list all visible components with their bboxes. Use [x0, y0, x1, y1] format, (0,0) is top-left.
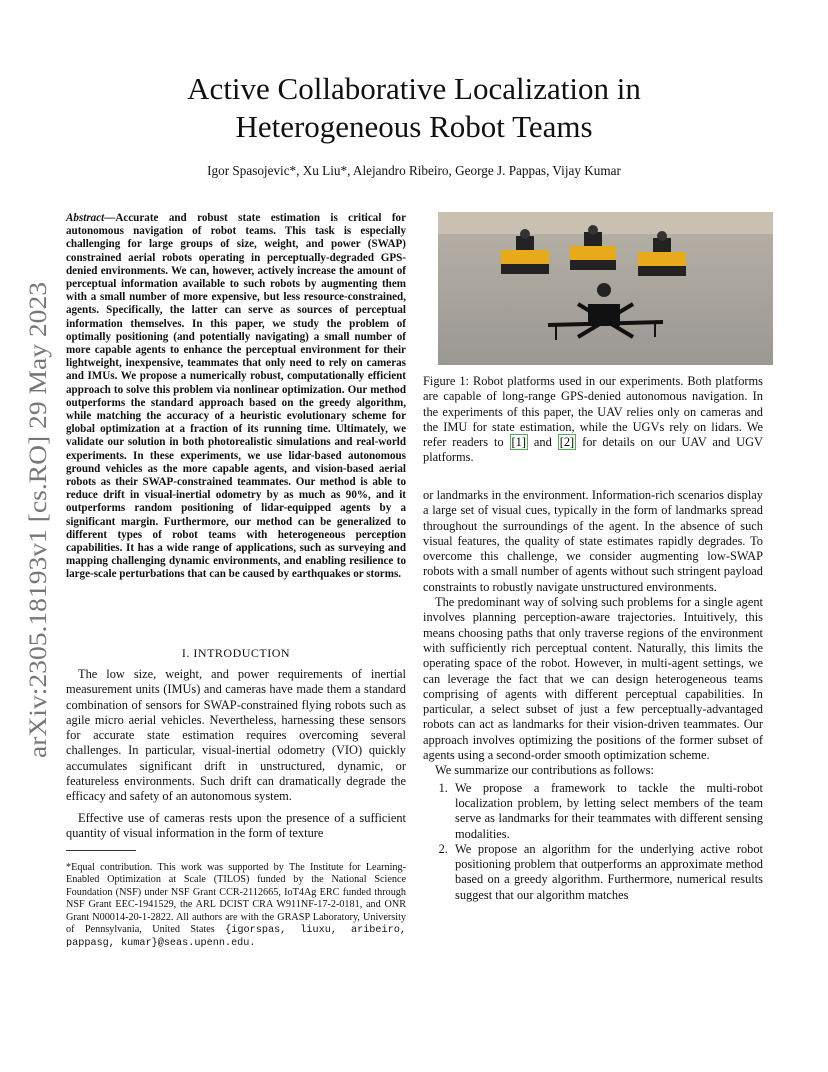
abstract-body: Accurate and robust state estimation is critical for autonomous navigation of robot teams. This task is especially challenging for large groups of size, weight, and power (SWAP) constrained aerial robots operating in perceptually-degraded GPS-denied environments. We can, however, actively increase the amount of perceptual information available to such robots by augmenting them with a small number of more expensive, but less resource-constrained, agents. Specifically, the latter can serve as sources of perceptual information themselves. In this paper, we study the problem of optimally positioning (and potentially navigating) a small number of more capable agents to enhance the perceptual environment for their lightweight, inexpensive, teammates that only need to rely on cameras and IMUs. We propose a numerically robust, computationally efficient approach to solve this problem via nonlinear optimization. Our method outperforms the standard approach based on the greedy algorithm, while matching the accuracy of a heuristic evolutionary scheme for global optimization at a fraction of its running time. Ultimately, we validate our solution in both photorealistic simulations and real-world experiments. In these experiments, we use lidar-based autonomous ground vehicles as the more capable agents, and vision-based aerial robots as their SWAP-constrained teammates. Our method is able to reduce drift in visual-inertial odometry by as much as 90%, and it outperforms random positioning of lidar-equipped agents by a significant margin. Furthermore, our method can be generalized to different types of robot teams with heterogeneous perception capabilities. It has a wide range of applications, such as surveying and mapping challenging dynamic environments, and enabling resilience to large-scale perturbations that can be caused by earthquakes or storms. — [66, 212, 406, 581]
caption-text: Figure 1: Robot platforms used in our experiments. Both platforms are capable of long-range GPS-denied autonomous navigation. In the experiments of this paper, the UAV relies only on cameras and the IMU for state estimation, while the UGVs rely on lidars. We refer readers to — [423, 374, 763, 450]
body-paragraph: We summarize our contributions as follows: — [435, 763, 654, 778]
footnote — [66, 862, 406, 951]
section-heading-introduction: I. INTRODUCTION — [181, 646, 291, 660]
figure-caption — [423, 374, 763, 466]
list-item: 2. We propose an algorithm for the underlying active robot positioning problem that outperforms an approximate method based on a greedy algorithm. Furthermore, numerical results suggest that our algorithm matches — [451, 842, 763, 903]
intro-paragraph: The low size, weight, and power requirements of inertial measurement units (IMUs) and cameras have made them a standard combination of sensors for SWAP-constrained flying robots such as agile micro aerial vehicles. Nevertheless, harnessing these sensors for accurate state estimation requires overcoming several challenges. In particular, visual-inertial odometry (VIO) quickly accumulates significant drift in unstructured, dynamic, or featureless environments. Such drift can dramatically degrade the efficacy and safety of an autonomous system. — [66, 667, 406, 804]
right-column-text — [423, 488, 763, 903]
citation-link-1[interactable]: [1] — [511, 435, 526, 450]
footnote-text: *Equal contribution. This work was supported by The Institute for Learning-Enabled Optimization at Scale (TILOS) funded by the National Science Foundation (NSF) under NSF Grant CCR-2112665, IoT4Ag ERC funded through NSF Grant EEC-1941529, the ARL DCIST CRA W911NF-17-2-0181, and ONR Grant N00014-20-1-2822. All authors are with the GRASP Laboratory, University of Pennsylvania, United States — [66, 862, 406, 936]
introduction-text — [66, 667, 406, 841]
caption-text: for details on our UAV and UGV platforms. — [423, 435, 764, 465]
intro-paragraph: Effective use of cameras rests upon the presence of a sufficient quantity of visual information in the form of texture — [66, 810, 406, 840]
abstract — [66, 212, 406, 582]
body-paragraph: The predominant way of solving such problems for a single agent involves planning perception-aware trajectories. Intuitively, this means choosing paths that only traverse regions of the environment with sufficiently rich perceptual content. Naturally, this limits the operating space of the robot. However, in multi-agent settings, we can leverage the fact that we can design heterogeneous teams comprising of agents with different perceptual capabilities. In particular, a select subset of just a few perceptually-advantaged robots can act as landmarks for their vision-driven teammates. Our approach involves optimizing the positions of the former subset of agents using a second-order smooth optimization scheme. — [423, 595, 763, 763]
arxiv-id-text: arXiv:2305.18193v1 [cs.RO] 29 May 2023 — [25, 326, 52, 758]
caption-text: and — [527, 435, 558, 450]
arxiv-identifier — [12, 280, 58, 760]
author-list: Igor Spasojevic*, Xu Liu*, Alejandro Ribeiro, George J. Pappas, Vijay Kumar — [207, 163, 621, 178]
robot-platforms-photo — [438, 212, 773, 365]
abstract-label: Abstract— — [66, 212, 116, 224]
body-paragraph: or landmarks in the environment. Information-rich scenarios display a large set of visual cues, typically in the form of landmarks spread throughout the surroundings of the agent. In the absence of such visual features, the quality of state estimates rapidly degrades. To overcome this challenge, we consider augmenting low-SWAP robots with a small number of agents without such stringent payload constraints to robustly navigate unstructured environments. — [423, 488, 763, 594]
list-item: 1. We propose a framework to tackle the multi-robot localization problem, by letting select members of the team serve as landmarks for their teammates with different sensing modalities. — [451, 781, 763, 842]
footnote-rule — [66, 850, 136, 851]
citation-link-2[interactable]: [2] — [559, 435, 575, 450]
footnote-emails: {igorspas, liuxu, aribeiro, pappasg, kumar}@seas.upenn.edu. — [66, 925, 406, 950]
contributions-list — [423, 781, 763, 903]
paper-title: Active Collaborative Localization in Heterogeneous Robot Teams — [187, 71, 641, 144]
